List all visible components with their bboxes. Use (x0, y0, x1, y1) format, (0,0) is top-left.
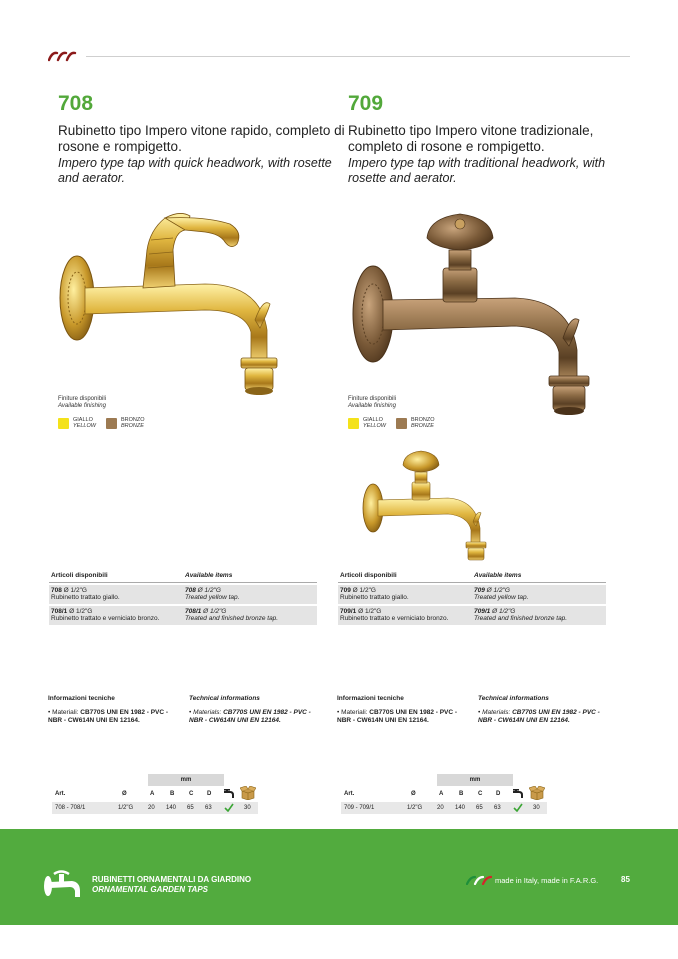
available-header-it: Articoli disponibili (340, 572, 397, 579)
bronze-swatch (106, 418, 117, 429)
product-title-it: Rubinetto tipo Impero vitone rapido, completo di rosone e rompigetto. (58, 123, 345, 154)
item-size-en: Ø 1/2"G (203, 607, 227, 615)
tap-708-image (55, 210, 305, 405)
tap-709-bronze-image (345, 210, 605, 420)
dims-header: A (439, 791, 444, 797)
top-bar (48, 50, 630, 62)
product-code: 709 (348, 92, 384, 115)
dims-value: 30 (533, 805, 540, 811)
table-row (338, 585, 606, 604)
tech-header-it: Informazioni tecniche (337, 695, 404, 702)
table-row (49, 585, 317, 604)
available-header-en: Available items (474, 572, 522, 579)
tap-icon (222, 788, 236, 800)
dimensions-table-708 (52, 774, 258, 816)
dims-header: D (207, 791, 212, 797)
item-desc-it: Rubinetto trattato e verniciato bronzo. (340, 615, 449, 622)
footer-category (92, 875, 251, 895)
top-divider (86, 56, 630, 57)
finish-bronze-it: BRONZO (120, 417, 145, 423)
item-code-en: 708/1 (185, 607, 202, 615)
available-header-it: Articoli disponibili (51, 572, 108, 579)
dims-value: 1/2"G (407, 805, 423, 811)
product-708-header (58, 92, 348, 186)
product-709-header (348, 92, 638, 186)
tech-info-708-it (48, 695, 178, 725)
item-desc-en: Treated yellow tap. (185, 594, 240, 601)
tech-header-en: Technical informations (189, 695, 260, 702)
item-size: Ø 1/2"G (69, 607, 93, 615)
item-desc-en: Treated and finished bronze tap. (185, 615, 279, 622)
footer-band (0, 829, 678, 925)
item-code-en: 709 (474, 586, 485, 594)
finish-bronze-it: BRONZO (410, 417, 435, 423)
dims-header: C (189, 791, 194, 797)
dims-header-row (52, 788, 258, 800)
dims-value: 20 (148, 805, 155, 811)
dims-value: 63 (205, 805, 212, 811)
available-header-en: Available items (185, 572, 233, 579)
tech-materials: CB770S UNI EN 1982 - PVC - NBR - CW614N UNI EN 12164. (337, 709, 458, 724)
dims-value: 709 - 709/1 (344, 805, 375, 811)
finishes-title-it: Finiture disponibili (348, 396, 397, 402)
product-title-en: Impero type tap with traditional headwork, with rosette and aerator. (348, 156, 606, 185)
table-row (341, 802, 547, 814)
finishes-709 (348, 396, 444, 429)
product-title-en: Impero type tap with quick headwork, with rosette and aerator. (58, 156, 332, 185)
dims-header: Ø (122, 791, 127, 797)
tech-prefix-en: • Materials: (478, 709, 513, 716)
available-items-708 (49, 571, 317, 625)
table-row (52, 802, 258, 814)
yellow-swatch (348, 418, 359, 429)
dims-header: D (496, 791, 501, 797)
finish-bronze (396, 417, 435, 429)
tech-prefix-en: • Materials: (189, 709, 224, 716)
item-desc-it: Rubinetto trattato giallo. (51, 594, 120, 601)
item-size: Ø 1/2"G (352, 586, 376, 594)
item-size-en: Ø 1/2"G (197, 586, 221, 594)
finish-yellow-it: GIALLO (363, 417, 383, 423)
finish-yellow (58, 417, 96, 429)
dims-header: Art. (344, 791, 355, 797)
dims-header: B (170, 791, 175, 797)
product-code: 708 (58, 92, 94, 115)
item-size: Ø 1/2"G (63, 586, 87, 594)
tech-header-en: Technical informations (478, 695, 549, 702)
tap-709-yellow-image (360, 450, 490, 565)
tap-icon (511, 788, 525, 800)
dims-value: 708 - 708/1 (55, 805, 86, 811)
check-icon (513, 803, 523, 812)
dims-value: 140 (455, 805, 466, 811)
unit-label: mm (148, 774, 224, 786)
finishes-title-en: Available finishing (348, 403, 396, 409)
page-number: 85 (621, 875, 630, 884)
footer-category-en: ORNAMENTAL GARDEN TAPS (92, 885, 208, 894)
tech-materials-en: CB770S UNI EN 1982 - PVC - NBR - CW614N UNI EN 12164. (189, 709, 311, 724)
item-desc-it: Rubinetto trattato giallo. (340, 594, 409, 601)
dims-value: 20 (437, 805, 444, 811)
finish-bronze-en: BRONZE (120, 423, 144, 429)
footer-category-it: RUBINETTI ORNAMENTALI DA GIARDINO (92, 875, 252, 884)
garden-tap-icon (42, 869, 84, 899)
dimensions-table-709 (341, 774, 547, 816)
dims-header-row (341, 788, 547, 800)
dims-value: 1/2"G (118, 805, 134, 811)
item-code-en: 708 (185, 586, 196, 594)
unit-label: mm (437, 774, 513, 786)
finishes-title-en: Available finishing (58, 403, 106, 409)
item-desc-en: Treated and finished bronze tap. (474, 615, 568, 622)
dims-header: C (478, 791, 483, 797)
item-code: 709/1 (340, 607, 357, 615)
finish-yellow-en: YELLOW (363, 423, 386, 429)
italy-flag-logo-icon (466, 875, 492, 885)
item-size-en: Ø 1/2"G (492, 607, 516, 615)
item-code: 709 (340, 586, 351, 594)
dims-header: B (459, 791, 464, 797)
finish-yellow-en: YELLOW (73, 423, 96, 429)
dims-value: 63 (494, 805, 501, 811)
item-code: 708/1 (51, 607, 68, 615)
item-desc-en: Treated yellow tap. (474, 594, 529, 601)
dims-value: 65 (187, 805, 194, 811)
item-desc-it: Rubinetto trattato e verniciato bronzo. (51, 615, 160, 622)
item-size: Ø 1/2"G (358, 607, 382, 615)
dims-header: A (150, 791, 155, 797)
table-row (49, 606, 317, 625)
box-icon (529, 786, 545, 800)
finish-bronze (106, 417, 145, 429)
tech-prefix-it: • Materiali: (48, 709, 81, 716)
dims-header: Art. (55, 791, 66, 797)
dims-value: 65 (476, 805, 483, 811)
table-row (338, 606, 606, 625)
product-title-it: Rubinetto tipo Impero vitone tradizionale, completo di rosone e rompigetto. (348, 123, 594, 154)
item-size-en: Ø 1/2"G (486, 586, 510, 594)
finish-bronze-en: BRONZE (410, 423, 434, 429)
made-in-italy: made in Italy, made in F.A.R.G. (495, 876, 599, 885)
dims-value: 30 (244, 805, 251, 811)
tech-header-it: Informazioni tecniche (48, 695, 115, 702)
available-items-709 (338, 571, 606, 625)
dims-header: Ø (411, 791, 416, 797)
brand-logo-icon (48, 50, 80, 62)
item-code: 708 (51, 586, 62, 594)
tech-materials: CB770S UNI EN 1982 - PVC - NBR - CW614N UNI EN 12164. (48, 709, 169, 724)
tech-info-709-en (478, 695, 608, 725)
finish-yellow (348, 417, 386, 429)
dims-value: 140 (166, 805, 177, 811)
item-code-en: 709/1 (474, 607, 491, 615)
finish-yellow-it: GIALLO (73, 417, 93, 423)
finishes-708 (58, 396, 154, 429)
tech-info-709-it (337, 695, 467, 725)
finishes-title-it: Finiture disponibili (58, 396, 107, 402)
bronze-swatch (396, 418, 407, 429)
tech-prefix-it: • Materiali: (337, 709, 370, 716)
box-icon (240, 786, 256, 800)
tech-materials-en: CB770S UNI EN 1982 - PVC - NBR - CW614N UNI EN 12164. (478, 709, 600, 724)
yellow-swatch (58, 418, 69, 429)
check-icon (224, 803, 234, 812)
tech-info-708-en (189, 695, 319, 725)
